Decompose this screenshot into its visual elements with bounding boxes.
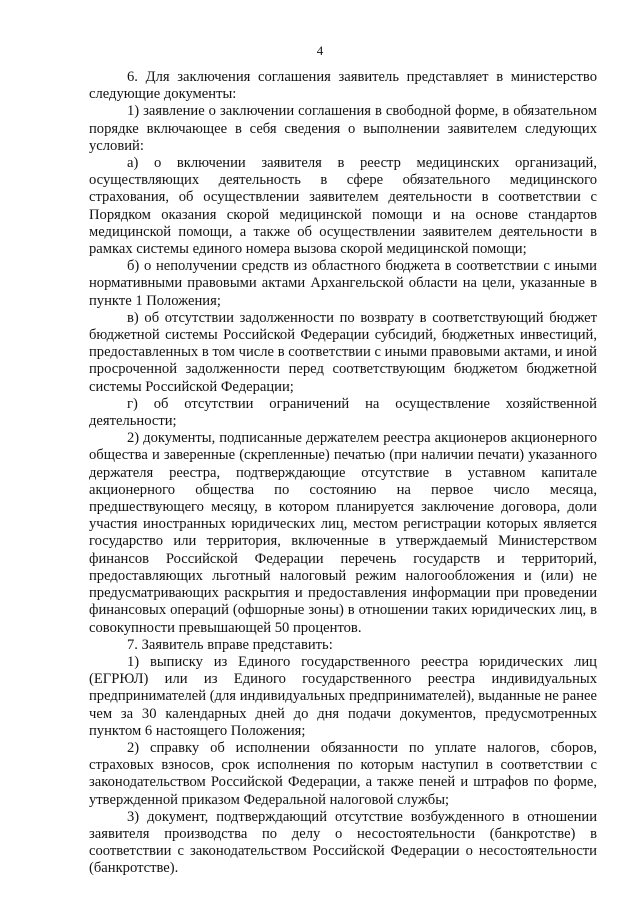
paragraph-condition-v-no-debt: в) об отсутствии задолженности по возврату в соответствующий бюджет бюджетной системы Российской Федерации субсидий, бюджетных инвестиций, предоставленных в том числе в соответствии с иными правовыми актами, и иной просроченной задолженности перед соответствующим бюджетом бюджетной системы Российской Федерации; [89, 309, 597, 395]
paragraph-optional-1-egrul: 1) выписку из Единого государственного реестра юридических лиц (ЕГРЮЛ) или из Единого государственного реестра индивидуальных предпринимателей (для индивидуальных предпринимателей), выданные не ранее чем за 30 календарных дней до дня подачи документов, предусмотренных пунктом 6 настоящего Положения; [89, 653, 597, 739]
paragraph-optional-3-bankruptcy: 3) документ, подтверждающий отсутствие возбужденного в отношении заявителя производства по делу о несостоятельности (банкротстве) в соответствии с законодательством Российской Федерации о несостоятельности (банкротстве). [89, 808, 597, 877]
paragraph-optional-2-tax-certificate: 2) справку об исполнении обязанности по уплате налогов, сборов, страховых взносов, срок исполнения по которым наступил в соответствии с законодательством Российской Федерации, а также пеней и штрафов по форме, утвержденной приказом Федеральной налоговой службы; [89, 739, 597, 808]
paragraph-subitem-1-application: 1) заявление о заключении соглашения в свободной форме, в обязательном порядке включающее в себя сведения о выполнении заявителем следующих условий: [89, 103, 597, 154]
paragraph-item-7-optional: 7. Заявитель вправе представить: [127, 636, 333, 653]
paragraph-condition-a-registry: а) о включении заявителя в реестр медицинских организаций, осуществляющих деятельность в сфере обязательного медицинского страхования, об осуществлении заявителем деятельности в соответствии с Порядком оказания скорой медицинской помощи и на основе стандартов медицинской помощи, а также об осуществлении заявителем деятельности в рамках системы единого номера вызова скорой медицинской помощи; [89, 155, 597, 258]
paragraph-condition-b-no-funds: б) о неполучении средств из областного бюджета в соответствии с иными нормативными правовыми актами Архангельской области на цели, указанные в пункте 1 Положения; [89, 258, 597, 309]
document-body [89, 69, 597, 878]
page-number: 4 [316, 43, 324, 58]
paragraph-item-6-documents: 6. Для заключения соглашения заявитель представляет в министерство следующие документы: [89, 69, 597, 103]
paragraph-condition-g-no-restrictions: г) об отсутствии ограничений на осуществление хозяйственной деятельности; [89, 395, 597, 430]
paragraph-subitem-2-shareholders-registry: 2) документы, подписанные держателем реестра акционеров акционерного общества и заверенные (скрепленные) печатью (при наличии печати) указанного держателя реестра, подтверждающие отсутствие в уставном капитале акционерного общества по состоянию на первое число месяца, предшествующего месяцу, в котором планируется заключение договора, доли участия иностранных юридических лиц, местом регистрации которых является государство или территория, включенные в утверждаемый Министерством финансов Российской Федерации перечень государств и территорий, предоставляющих льготный налоговый режим налогообложения и (или) не предусматривающих раскрытия и предоставления информации при проведении финансовых операций (офшорные зоны) в отношении таких юридических лиц, в совокупности превышающей 50 процентов. [89, 430, 597, 636]
